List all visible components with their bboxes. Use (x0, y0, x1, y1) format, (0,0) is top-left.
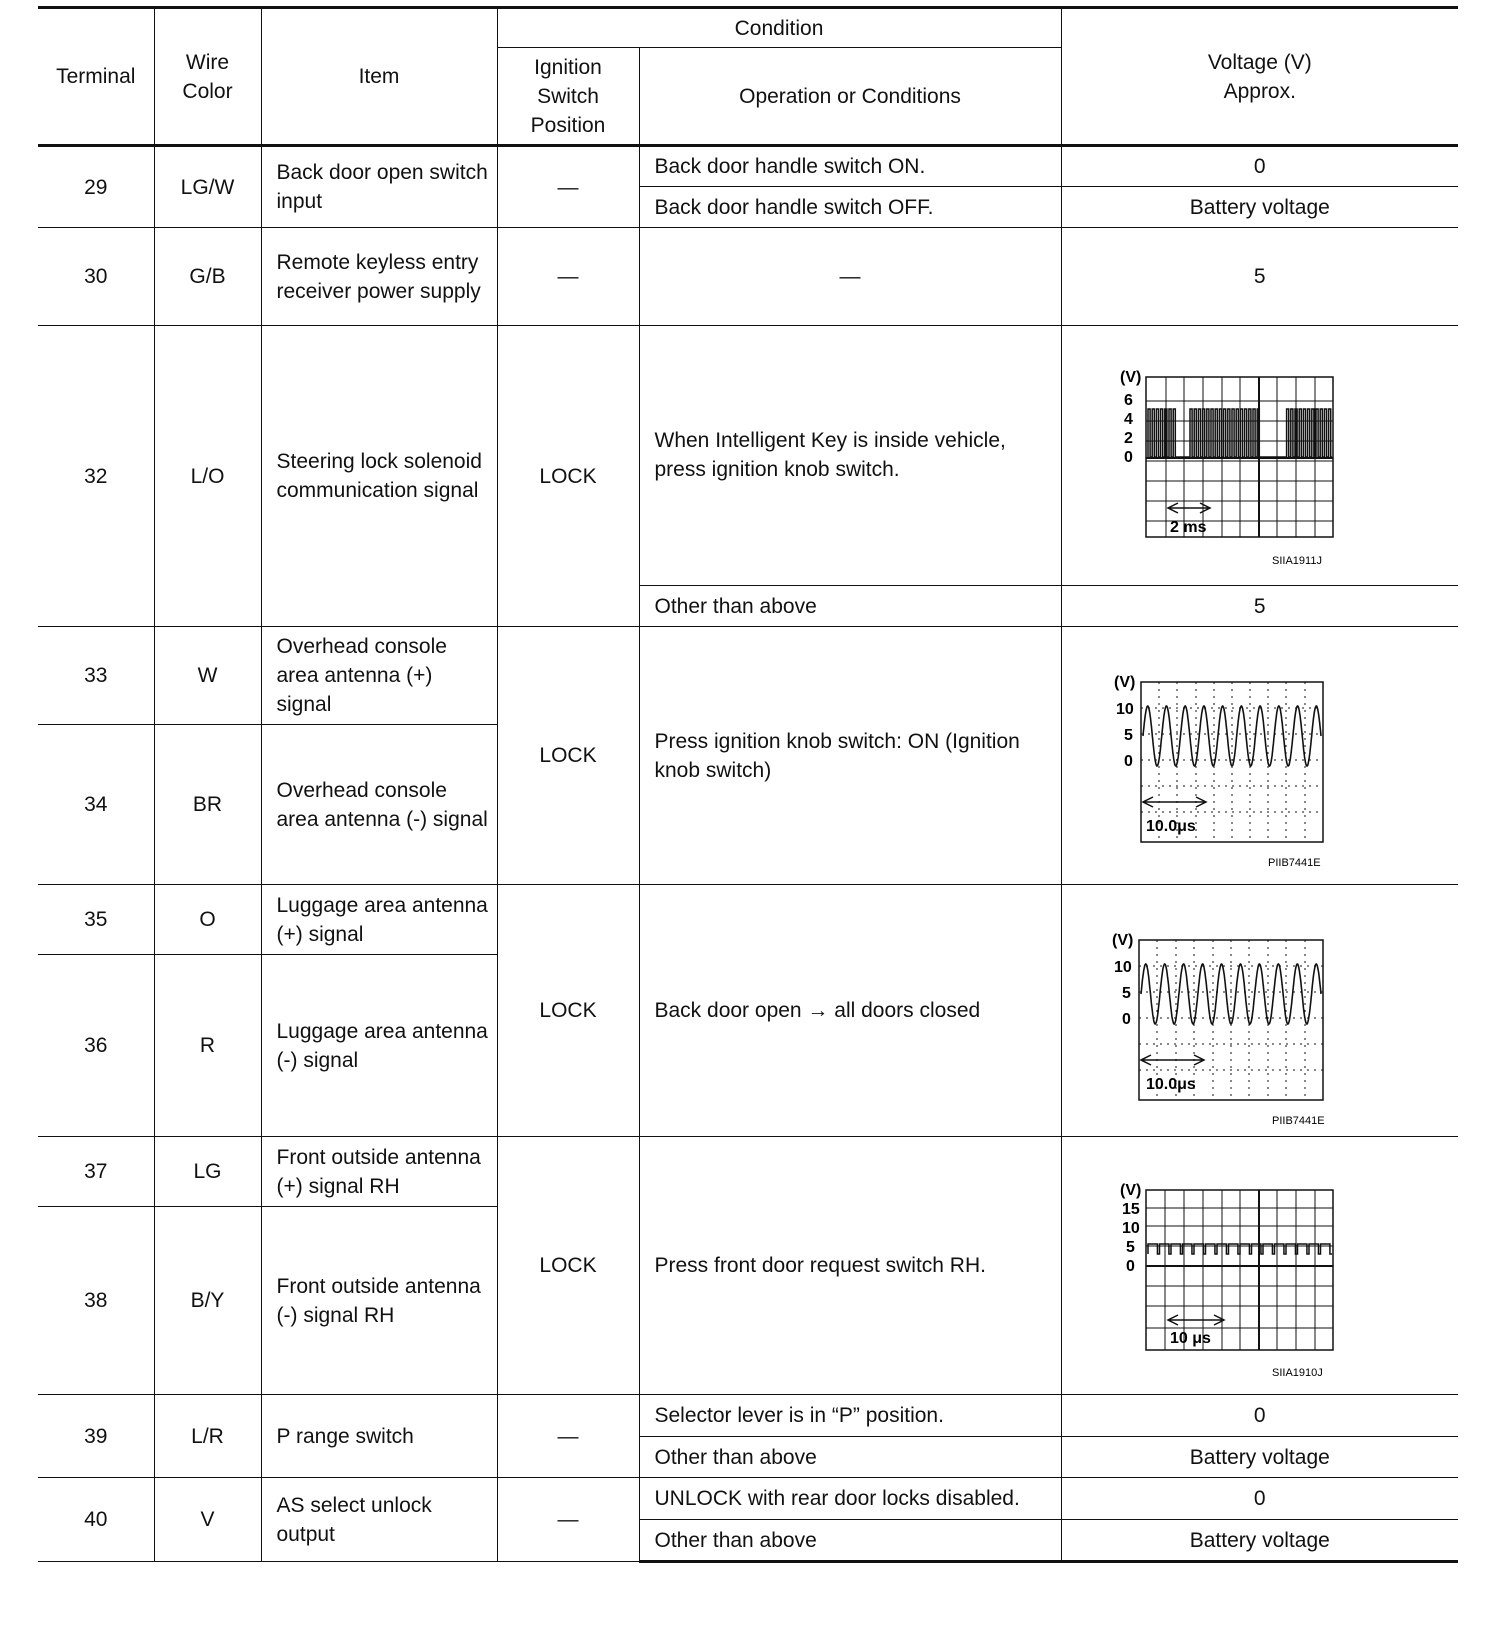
item-36: Luggage area antenna (-) signal (261, 955, 497, 1137)
waveform-32-cell (1061, 326, 1458, 586)
wire-32: L/O (154, 326, 261, 627)
ign-40: — (497, 1478, 639, 1562)
ign-35-36: LOCK (497, 885, 639, 1137)
waveform-37-unit: (V) (1119, 1181, 1141, 1199)
terminal-34: 34 (38, 725, 154, 885)
header-operation: Operation or Conditions (639, 48, 1061, 146)
waveform-32-tick-2: 2 (1123, 429, 1133, 447)
item-29: Back door open switch input (261, 146, 497, 228)
ign-32: LOCK (497, 326, 639, 627)
item-38: Front outside antenna (-) signal RH (261, 1207, 497, 1395)
voltage-29-off: Battery voltage (1061, 187, 1458, 228)
waveform-33-time-label: 10.0μs (1145, 817, 1196, 835)
waveform-32-time-label: 2 ms (1169, 518, 1206, 536)
op-35-36: Back door open → all doors closed (639, 885, 1061, 1137)
voltage-39-p: 0 (1061, 1395, 1458, 1437)
waveform-32-tick-4: 4 (1123, 410, 1133, 428)
wire-40: V (154, 1478, 261, 1562)
voltage-29-on: 0 (1061, 146, 1458, 187)
wire-33: W (154, 627, 261, 725)
item-34: Overhead console area antenna (-) signal (261, 725, 497, 885)
waveform-37-tick-0: 0 (1125, 1257, 1135, 1275)
waveform-35-tick-0: 0 (1121, 1010, 1131, 1028)
terminal-29: 29 (38, 146, 154, 228)
item-35: Luggage area antenna (+) signal (261, 885, 497, 955)
header-condition: Condition (497, 8, 1061, 48)
op-40-unlock: UNLOCK with rear door locks disabled. (639, 1478, 1061, 1520)
waveform-37-cell (1061, 1137, 1458, 1395)
terminal-33: 33 (38, 627, 154, 725)
terminal-40: 40 (38, 1478, 154, 1562)
voltage-40-other: Battery voltage (1061, 1520, 1458, 1562)
item-33: Overhead console area antenna (+) signal (261, 627, 497, 725)
ign-30: — (497, 228, 639, 326)
waveform-37-time-label: 10 μs (1169, 1329, 1211, 1347)
wire-35: O (154, 885, 261, 955)
waveform-35 (1062, 886, 1459, 1136)
op-39-other: Other than above (639, 1437, 1061, 1478)
op-32: When Intelligent Key is inside vehicle, press ignition knob switch. (639, 326, 1061, 586)
header-item: Item (261, 8, 497, 146)
voltage-32-other: 5 (1061, 586, 1458, 627)
op-33-34: Press ignition knob switch: ON (Ignition knob switch) (639, 627, 1061, 885)
waveform-32-tick-6: 6 (1123, 391, 1133, 409)
op-32-other: Other than above (639, 586, 1061, 627)
item-30: Remote keyless entry receiver power supply (261, 228, 497, 326)
op-30: — (639, 228, 1061, 326)
waveform-33-tick-5: 5 (1123, 726, 1133, 744)
wire-39: L/R (154, 1395, 261, 1478)
terminal-37: 37 (38, 1137, 154, 1207)
terminal-38: 38 (38, 1207, 154, 1395)
waveform-35-time-label: 10.0μs (1145, 1075, 1196, 1093)
waveform-35-unit: (V) (1111, 931, 1133, 949)
waveform-37-tick-15: 15 (1121, 1200, 1140, 1218)
header-terminal: Terminal (38, 8, 154, 146)
item-39: P range switch (261, 1395, 497, 1478)
wire-36: R (154, 955, 261, 1137)
waveform-37 (1062, 1138, 1459, 1394)
waveform-33-figure-id: PIIB7441E (1267, 856, 1321, 869)
waveform-33 (1062, 628, 1459, 884)
wire-34: BR (154, 725, 261, 885)
item-40: AS select unlock output (261, 1478, 497, 1562)
waveform-37-figure-id: SIIA1910J (1271, 1366, 1323, 1379)
op-40-other: Other than above (639, 1520, 1061, 1562)
waveform-35-tick-10: 10 (1113, 958, 1132, 976)
terminal-36: 36 (38, 955, 154, 1137)
voltage-39-other: Battery voltage (1061, 1437, 1458, 1478)
ign-39: — (497, 1395, 639, 1478)
ign-33-34: LOCK (497, 627, 639, 885)
waveform-32 (1062, 327, 1459, 585)
ign-37-38: LOCK (497, 1137, 639, 1395)
waveform-33-unit: (V) (1113, 673, 1135, 691)
waveform-32-unit: (V) (1119, 368, 1141, 386)
header-ignition-switch-position: Ignition Switch Position (497, 48, 639, 146)
waveform-32-tick-0: 0 (1123, 448, 1133, 466)
waveform-35-cell (1061, 885, 1458, 1137)
wire-29: LG/W (154, 146, 261, 228)
waveform-35-tick-5: 5 (1121, 984, 1131, 1002)
waveform-37-tick-5: 5 (1125, 1238, 1135, 1256)
item-32: Steering lock solenoid communication signal (261, 326, 497, 627)
header-wire-color: Wire Color (154, 8, 261, 146)
terminal-39: 39 (38, 1395, 154, 1478)
op-39-p: Selector lever is in “P” position. (639, 1395, 1061, 1437)
ign-29: — (497, 146, 639, 228)
wire-37: LG (154, 1137, 261, 1207)
wire-38: B/Y (154, 1207, 261, 1395)
waveform-33-tick-0: 0 (1123, 752, 1133, 770)
header-voltage: Voltage (V) Approx. (1061, 8, 1458, 146)
item-37: Front outside antenna (+) signal RH (261, 1137, 497, 1207)
op-37-38: Press front door request switch RH. (639, 1137, 1061, 1395)
terminal-table (38, 6, 1458, 1563)
op-29-on: Back door handle switch ON. (639, 146, 1061, 187)
wire-30: G/B (154, 228, 261, 326)
voltage-40-unlock: 0 (1061, 1478, 1458, 1520)
voltage-30: 5 (1061, 228, 1458, 326)
terminal-32: 32 (38, 326, 154, 627)
waveform-37-tick-10: 10 (1121, 1219, 1140, 1237)
op-29-off: Back door handle switch OFF. (639, 187, 1061, 228)
terminal-30: 30 (38, 228, 154, 326)
waveform-32-figure-id: SIIA1911J (1271, 554, 1322, 567)
terminal-35: 35 (38, 885, 154, 955)
waveform-33-cell (1061, 627, 1458, 885)
waveform-35-figure-id: PIIB7441E (1271, 1114, 1325, 1127)
waveform-33-tick-10: 10 (1115, 700, 1134, 718)
